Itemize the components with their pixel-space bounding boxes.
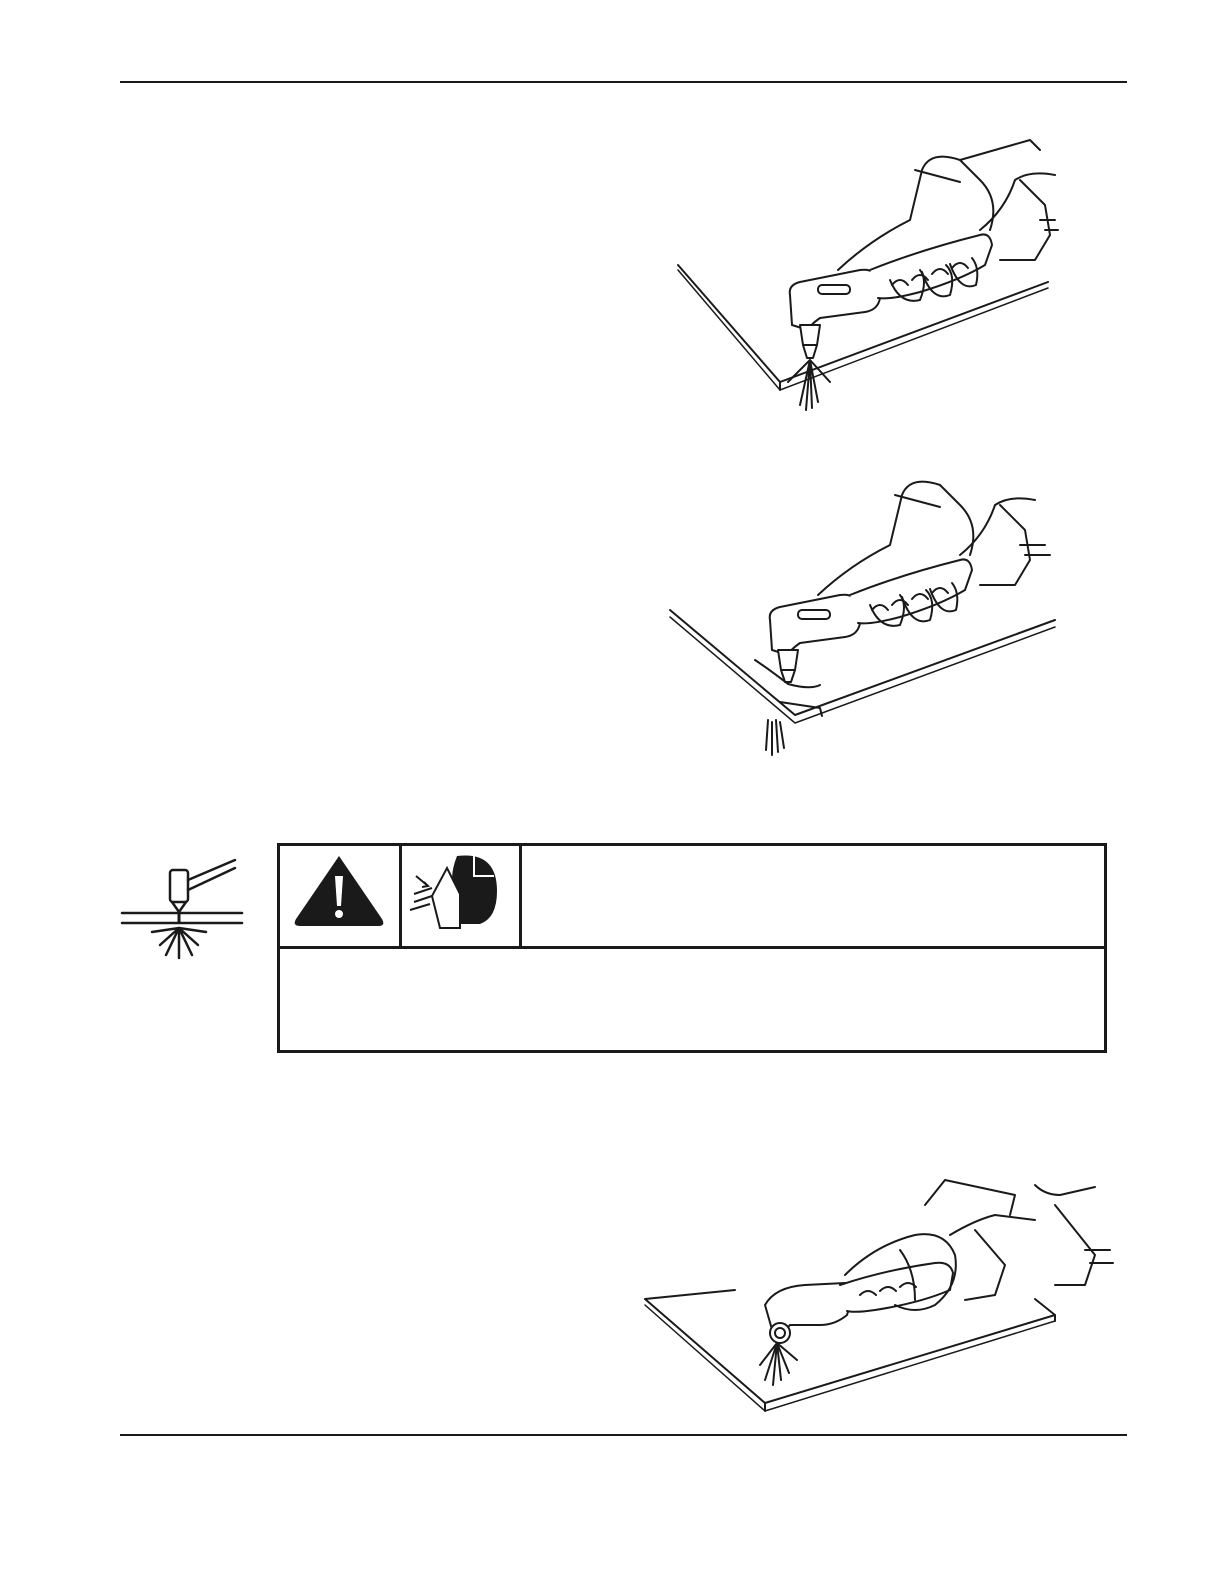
figure-pierce-through: [660, 470, 1060, 760]
figure-drag-cut: [615, 1175, 1115, 1415]
warning-header: [280, 846, 1104, 949]
warning-box: [277, 843, 1107, 1053]
drag-cut-illustration: [615, 1175, 1115, 1415]
figure-pierce-start: [660, 120, 1060, 420]
torch-piercing-illustration: [660, 470, 1060, 760]
warning-triangle-icon: [280, 846, 399, 946]
warning-title: [522, 846, 1104, 946]
warning-body: [280, 949, 1104, 1050]
torch-at-edge-illustration: [660, 120, 1060, 420]
footer-rule: [120, 1434, 1127, 1436]
face-shield-cell: [402, 846, 522, 946]
face-shield-icon: [402, 846, 519, 946]
warning-triangle-cell: [280, 846, 402, 946]
welding-torch-icon: [110, 850, 255, 970]
header-rule: [120, 81, 1127, 83]
